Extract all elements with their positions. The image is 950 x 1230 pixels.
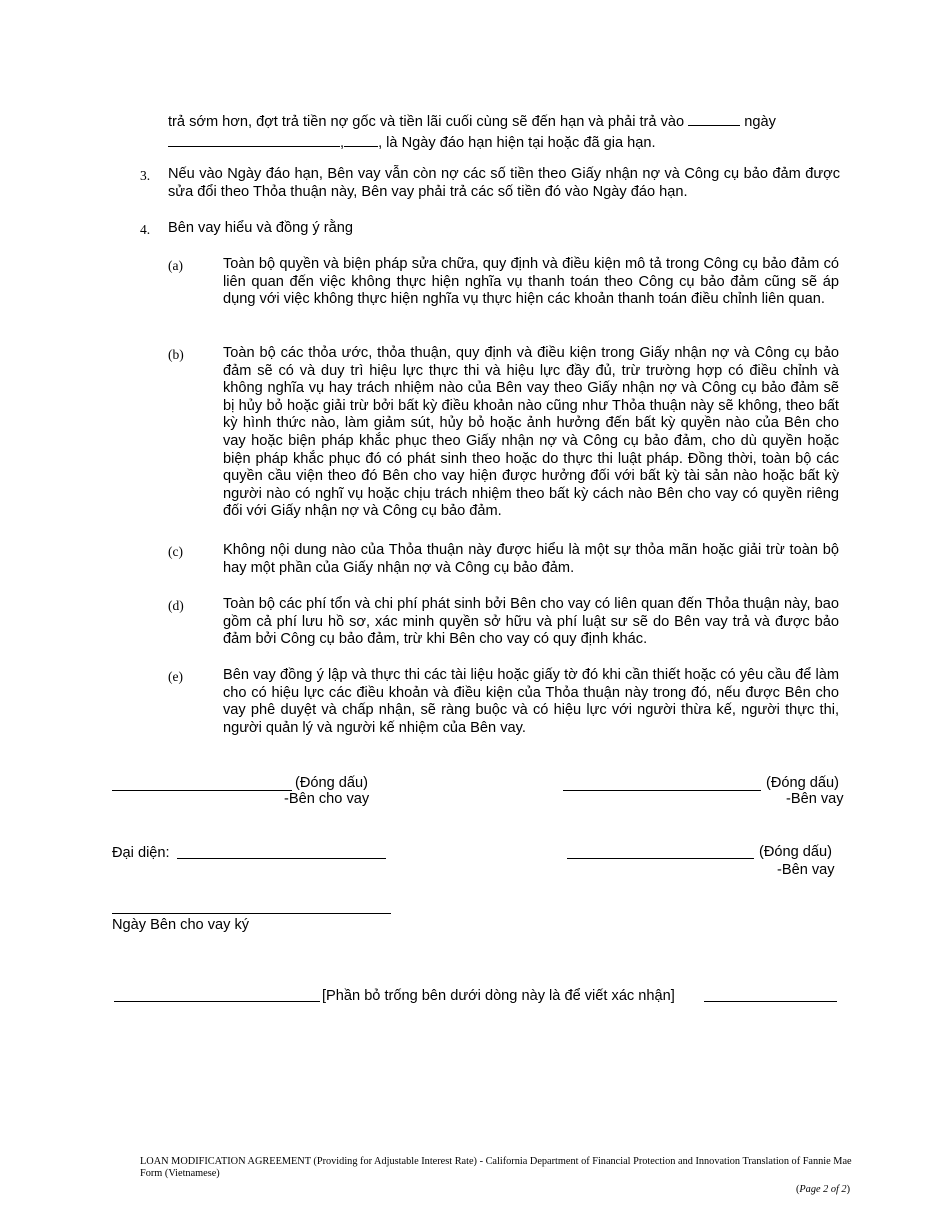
lender-signature-line[interactable] bbox=[112, 790, 292, 791]
representative-label: Đại diện: bbox=[112, 845, 170, 861]
page-number-text: Page 2 of 2 bbox=[799, 1184, 847, 1195]
maturity-day-blank[interactable] bbox=[688, 111, 740, 126]
acknowledgment-line-left bbox=[114, 1001, 320, 1002]
intro-line1-text: trả sớm hơn, đợt trả tiền nợ gốc và tiền lãi cuối cùng sẽ đến hạn và phải trả vào bbox=[168, 114, 685, 130]
maturity-month-blank[interactable] bbox=[168, 132, 340, 147]
item-a-text: Toàn bộ quyền và biện pháp sửa chữa, quy định và điều kiện mô tả trong Công cụ bảo đảm có liên quan đến việc không thực hiện nghĩa vụ thanh toán theo Công cụ bảo đảm cũng sẽ áp dụng với việc không thực hiện nghĩa vụ thực hiện các khoản thanh toán điều chỉnh liên quan. bbox=[223, 256, 839, 308]
item-c-label: (c) bbox=[168, 544, 183, 559]
borrower2-seal-label: (Đóng dấu) bbox=[759, 844, 833, 860]
section-3-text: Nếu vào Ngày đáo hạn, Bên vay vẫn còn nợ các số tiền theo Giấy nhận nợ và Công cụ bảo đảm được sửa đổi theo Thỏa thuận này, Bên vay phải trả các số tiền đó vào Ngày đáo hạn. bbox=[168, 166, 840, 200]
item-b-text: Toàn bộ các thỏa ước, thỏa thuận, quy định và điều kiện trong Giấy nhận nợ và Công cụ bảo đảm sẽ có và duy trì hiệu lực thực thi và hiệu lực đầy đủ, trừ trường hợp có điều chỉnh và không nghĩa vụ hay trách nhiệm nào của Bên vay theo Giấy nhận nợ và Công cụ bảo đảm sẽ bị hủy bỏ hoặc giải trừ bởi bất kỳ điều khoản nào cũng như Thỏa thuận này sẽ không, theo bất kỳ hình thức nào, làm giảm sút, hủy bỏ hoặc ảnh hưởng đến bất kỳ quyền nào của Bên cho vay hoặc biện pháp khắc phục theo Giấy nhận nợ và Công cụ bảo đảm, cho dù quyền hoặc biện pháp khắc phục đó có phát sinh theo hoặc do thực thi luật pháp. Đồng thời, toàn bộ các quyền cầu viện theo đó Bên cho vay hiện được hưởng đối với bất kỳ tài sản nào hoặc bất kỳ người nào có nghĩ vụ hoặc chịu trách nhiệm theo bất kỳ cách nào Bên cho vay có quyền riêng đối với Giấy nhận nợ và Công cụ bảo đảm. bbox=[223, 345, 839, 520]
item-b-label: (b) bbox=[168, 347, 184, 362]
item-a-label: (a) bbox=[168, 258, 183, 273]
section-3-number: 3. bbox=[140, 168, 151, 183]
page-number: (Page 2 of 2) bbox=[795, 1184, 850, 1195]
maturity-year-blank[interactable] bbox=[344, 132, 378, 147]
borrower1-signature-line[interactable] bbox=[563, 790, 761, 791]
representative-signature-line[interactable] bbox=[177, 858, 386, 859]
borrower1-role-label: -Bên vay bbox=[786, 791, 844, 807]
acknowledgment-label: [Phần bỏ trống bên dưới dòng này là để viết xác nhận] bbox=[322, 988, 675, 1004]
item-d-text: Toàn bộ các phí tổn và chi phí phát sinh bởi Bên cho vay có liên quan đến Thỏa thuận này, bao gồm cả phí lưu hồ sơ, xác minh quyền sở hữu và phí luật sư sẽ do Bên vay trả và được bảo đảm bởi Công cụ bảo đảm, trừ khi Bên cho vay có quy định khác. bbox=[223, 596, 839, 648]
item-c-text: Không nội dung nào của Thỏa thuận này được hiểu là một sự thỏa mãn hoặc giải trừ toàn bộ hay một phần của Giấy nhận nợ và Công cụ bảo đảm. bbox=[223, 542, 839, 576]
intro-line2-after: , là Ngày đáo hạn hiện tại hoặc đã gia hạn. bbox=[378, 134, 656, 151]
intro-line1-after: ngày bbox=[744, 114, 776, 130]
lender-seal-label: (Đóng dấu) bbox=[295, 775, 369, 791]
item-e-label: (e) bbox=[168, 669, 183, 684]
item-e-text: Bên vay đồng ý lập và thực thi các tài liệu hoặc giấy tờ đó khi cần thiết hoặc có yêu cầu để làm cho có hiệu lực các điều khoản và điều kiện của Thỏa thuận này trong đó, nếu được Bên cho vay phê duyệt và chấp nhận, sẽ ràng buộc và có hiệu lực với người thừa kế, người thực thi, người quản lý và người kế nhiệm của Bên vay. bbox=[223, 667, 839, 736]
borrower1-seal-label: (Đóng dấu) bbox=[766, 775, 840, 791]
section-4-text: Bên vay hiểu và đồng ý rằng bbox=[168, 220, 353, 236]
lender-role-label: -Bên cho vay bbox=[284, 791, 370, 807]
intro-paragraph bbox=[168, 111, 848, 152]
section-4-number: 4. bbox=[140, 222, 151, 237]
footer-text: LOAN MODIFICATION AGREEMENT (Providing for Adjustable Interest Rate) - California Department of Financial Protection and Innovation Translation of Fannie Mae Form (Vietnamese) bbox=[140, 1156, 852, 1179]
intro-line2-sep: , bbox=[340, 134, 345, 151]
borrower2-signature-line[interactable] bbox=[567, 858, 754, 859]
lender-date-line[interactable] bbox=[112, 913, 391, 914]
lender-date-label: Ngày Bên cho vay ký bbox=[112, 917, 250, 933]
acknowledgment-line-right bbox=[704, 1001, 837, 1002]
borrower2-role-label: -Bên vay bbox=[777, 862, 835, 878]
item-d-label: (d) bbox=[168, 598, 184, 613]
